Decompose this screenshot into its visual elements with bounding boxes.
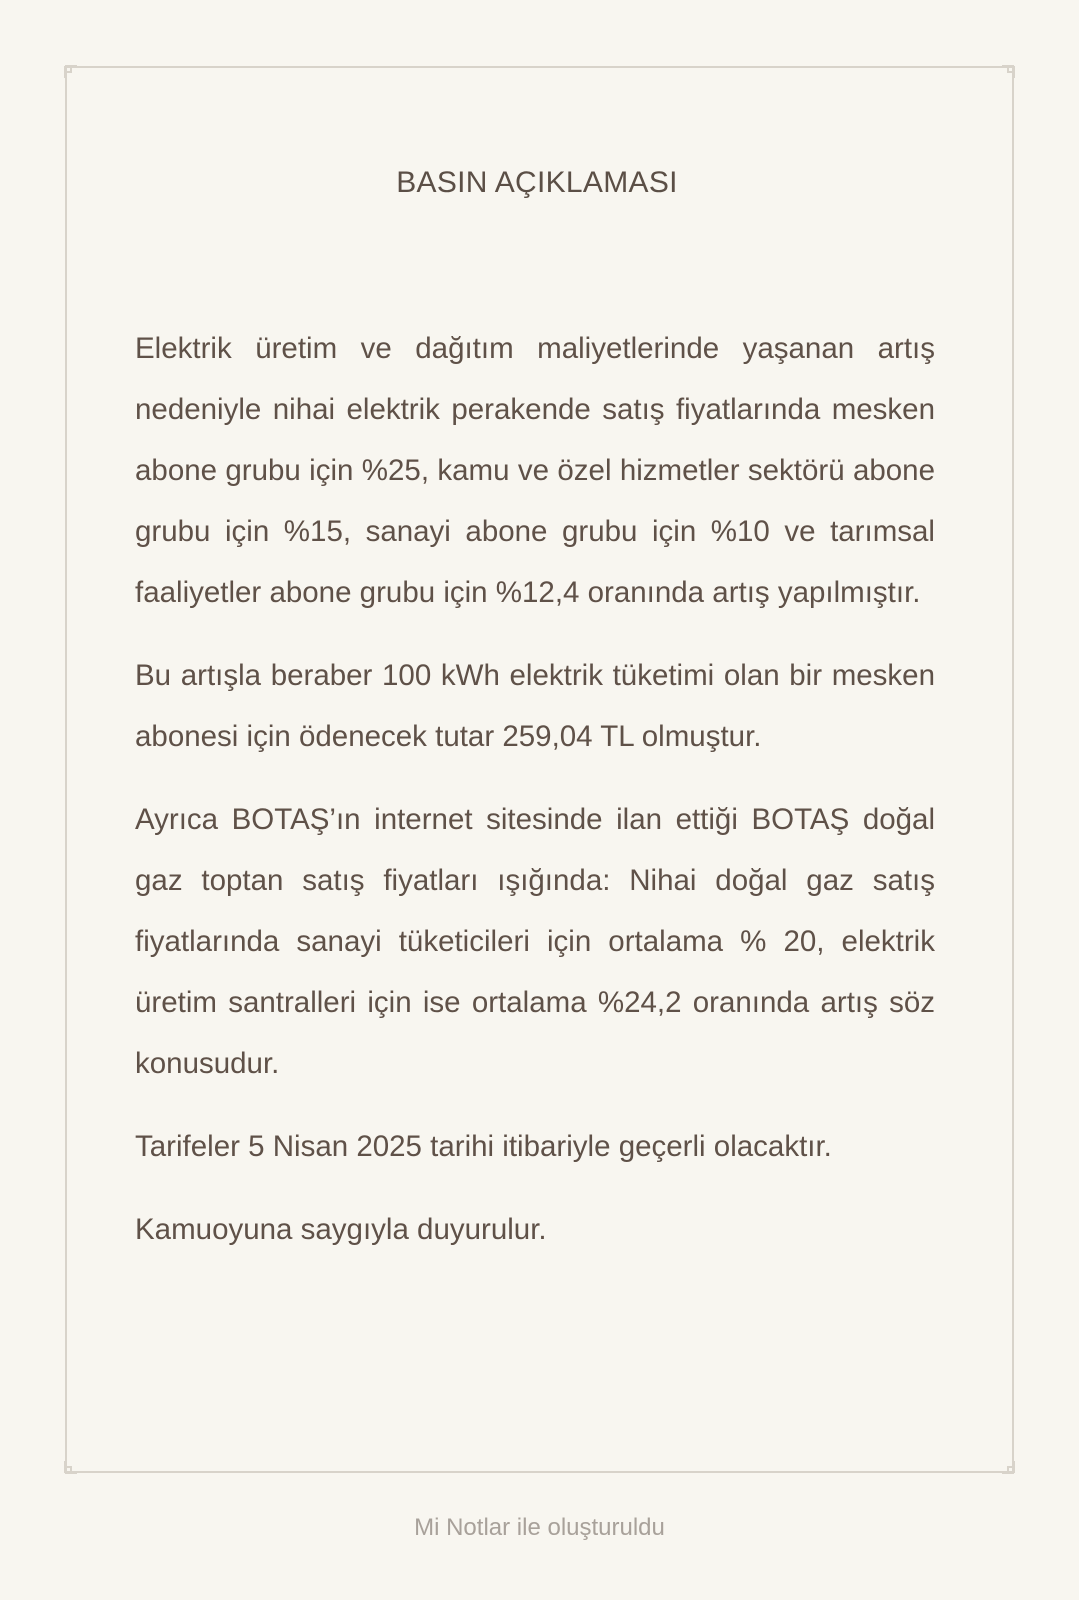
document-title: BASIN AÇIKLAMASI	[396, 166, 678, 199]
corner-ornament-top-left	[63, 64, 87, 88]
paragraph-electricity-increase: Elektrik üretim ve dağıtım maliyetlerinde yaşanan artış nedeniyle nihai elektrik perakende satış fiyatlarında mesken abone grubu için %25, kamu ve özel hizmetler sektörü abone grubu için %15, sanayi abone grubu için %10 ve tarımsal faaliyetler abone grubu için %12,4 oranında artış yapılmıştır.	[135, 332, 935, 609]
paragraph-closing: Kamuoyuna saygıyla duyurulur.	[135, 1213, 547, 1246]
corner-ornament-top-right	[992, 64, 1016, 88]
footer-attribution: Mi Notlar ile oluşturuldu	[414, 1514, 665, 1541]
corner-ornament-bottom-left	[63, 1451, 87, 1475]
document-body	[135, 318, 935, 1282]
paragraph-natural-gas: Ayrıca BOTAŞ’ın internet sitesinde ilan ettiği BOTAŞ doğal gaz toptan satış fiyatları ışığında: Nihai doğal gaz satış fiyatlarında sanayi tüketicileri için ortalama % 20, elektrik üretim santralleri için ise ortalama %24,2 oranında artış söz konusudur.	[135, 803, 935, 1080]
paragraph-effective-date: Tarifeler 5 Nisan 2025 tarihi itibariyle geçerli olacaktır.	[135, 1130, 832, 1163]
paragraph-household-bill: Bu artışla beraber 100 kWh elektrik tüketimi olan bir mesken abonesi için ödenecek tutar 259,04 TL olmuştur.	[135, 659, 935, 753]
corner-ornament-bottom-right	[992, 1451, 1016, 1475]
note-frame	[65, 66, 1014, 1473]
